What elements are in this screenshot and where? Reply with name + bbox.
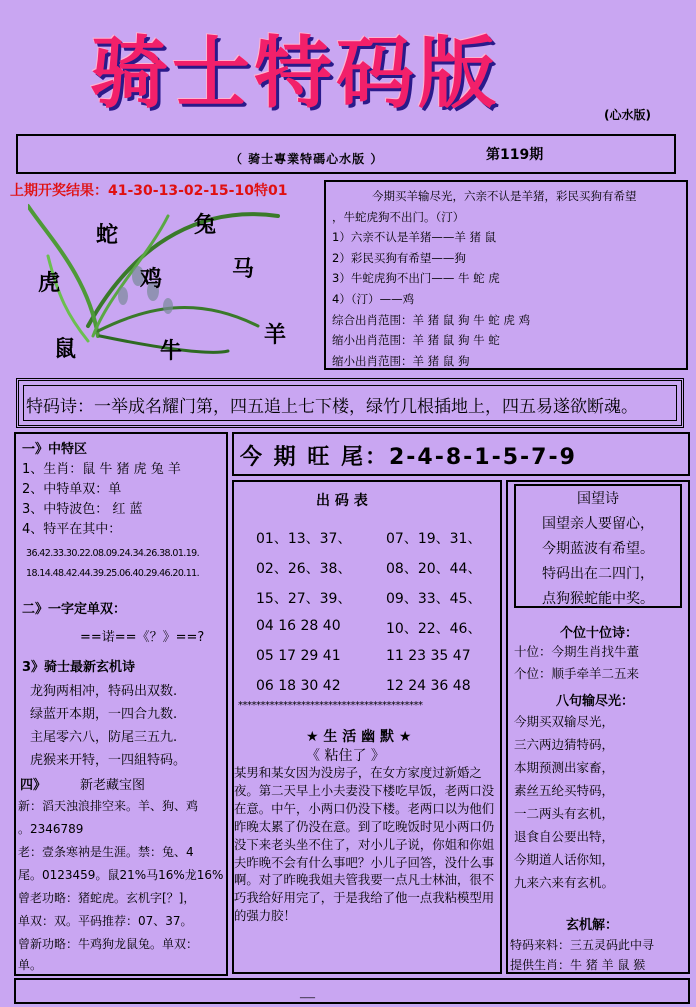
zodiac-rooster: 鸡	[140, 266, 163, 292]
sec4-line: 单双：双。平码推荐：07、37。	[18, 914, 193, 928]
code-row: 06 18 30 42	[256, 678, 341, 694]
sec4-line: 曾新功略：牛鸡狗龙鼠兔。单双：	[18, 937, 199, 951]
sec4-line: 老：壹条寒衲是生涯。禁：兔、4	[18, 845, 194, 859]
digit-line: 个位：顺手牵羊二五来	[514, 666, 640, 681]
sec4-line: 。2346789	[18, 822, 84, 836]
code-row: 02、26、38、	[256, 561, 352, 577]
guowang-line: 国望亲人要留心，	[542, 516, 654, 532]
prediction-line: 1）六亲不认是羊猪——羊 猪 鼠	[332, 230, 497, 245]
sec3-line: 龙狗两相冲，特码出双数.	[30, 684, 178, 699]
code-row: 07、19、31、	[386, 531, 482, 547]
code-row: 05 17 29 41	[256, 648, 341, 664]
zodiac-sheep: 羊	[264, 322, 287, 348]
issue-number: 第119期	[486, 147, 544, 163]
eight-line: 素丝五纶买特码，	[514, 783, 615, 798]
xuanji-line: 提供生肖：牛 猪 羊 鼠 猴	[510, 958, 646, 972]
footer-text: ___	[300, 988, 315, 999]
eight-line: 今期道人话你知，	[514, 852, 615, 867]
code-row: 04 16 28 40	[256, 618, 341, 634]
prediction-line: 4）（汀）——鸡	[332, 291, 415, 306]
stars-divider: *****************************************	[238, 700, 423, 711]
guowang-title: 国望诗	[577, 491, 619, 507]
sec4-line: 新：滔天浊浪排空来。羊、狗、鸡	[18, 799, 199, 813]
prediction-line: 3）牛蛇虎狗不出门—— 牛 蛇 虎	[332, 271, 500, 286]
prediction-line: 缩小出肖范围：羊 猪 鼠 狗 牛 蛇	[332, 333, 500, 348]
eight-line: 退食自公要出特，	[514, 829, 615, 844]
code-row: 15、27、39、	[256, 591, 352, 607]
guowang-line: 今期蓝波有希望。	[542, 541, 654, 557]
prediction-line: 2）彩民买狗有希望——狗	[332, 250, 466, 265]
prediction-line: 缩小出肖范围：羊 猪 鼠 狗	[332, 353, 470, 368]
eight-line: 本期预测出家畜，	[514, 760, 615, 775]
eight-title: 八句输尽光：	[556, 694, 635, 709]
eight-line: 今期买双输尽光，	[514, 714, 615, 729]
sec1-item: 4、特平在其中：	[22, 522, 122, 537]
sec4-line: 单。	[18, 958, 43, 972]
sec4-title: 四》	[20, 778, 47, 793]
code-row: 01、13、37、	[256, 531, 352, 547]
zodiac-ox: 牛	[160, 338, 183, 364]
code-row: 09、33、45、	[386, 591, 482, 607]
sec4-line: 尾。0123459。鼠21%马16%龙16%	[18, 868, 224, 882]
guowang-poem-box	[514, 484, 682, 608]
zodiac-rabbit: 兔	[194, 212, 217, 238]
page-title: 骑士特码版	[90, 28, 501, 119]
zodiac-rat: 鼠	[54, 336, 77, 362]
digit-title: 个位十位诗：	[560, 626, 639, 641]
edition-label: (心水版)	[604, 108, 651, 122]
subtitle-text: （ 骑士專業特碼心水版 ）	[230, 152, 384, 166]
sec4-sub: 新老藏宝图	[80, 778, 146, 793]
sec3-line: 主尾零六八，防尾三五九.	[30, 730, 178, 745]
code-row: 10、22、46、	[386, 621, 482, 637]
prediction-box	[324, 180, 688, 370]
sec4-line: 曾老功略：猪蛇虎。玄机字[？]，	[18, 891, 196, 905]
prediction-line: 综合出肖范围：羊 猪 鼠 狗 牛 蛇 虎 鸡	[332, 312, 531, 327]
zodiac-tiger: 虎	[38, 270, 61, 296]
humor-subtitle: 《 粘住了 》	[306, 748, 385, 764]
sec1-title: 一》中特区	[22, 442, 88, 457]
xuanji-line: 特码来料：三五灵码此中寻	[510, 938, 655, 952]
sec3-title: 3》骑士最新玄机诗	[22, 660, 136, 675]
code-row: 12 24 36 48	[386, 678, 471, 694]
guowang-line: 特码出在二四门，	[542, 566, 654, 582]
prediction-line: 今期买羊输尽光，六亲不认是羊猪，彩民买狗有希望	[372, 189, 637, 203]
sec2-title: 二》一字定单双：	[22, 602, 127, 617]
prediction-line: ，牛蛇虎狗不出门。（汀）	[332, 209, 465, 224]
guowang-line: 点狗猴蛇能中奖。	[542, 591, 654, 607]
sec1-item: 2、中特单双：单	[22, 482, 122, 497]
last-result: 上期开奖结果：41-30-13-02-15-10特01	[10, 183, 288, 199]
humor-text: 某男和某女因为没房子，在女方家度过新婚之夜。第二天早上小夫妻没下楼吃早饭，老两口没在意。中午，小两口仍没下楼。老两口以为他们昨晚太累了仍没在意。到了吃晚饭时见小两口仍没下来老头坐不住了，对小儿子说，你姐和你姐夫昨晚不会有什么事吧？小儿子回答，没什么事啊。对了昨晚我姐夫管我要一点凡士林油，很不巧我给好用完了，于是我给了他一点我粘模型用的强力胶！	[234, 765, 495, 924]
humor-title: ★ 生 活 幽 默 ★	[306, 729, 412, 745]
sec1-item: 1、生肖：鼠 牛 猪 虎 兔 羊	[22, 462, 181, 477]
eight-line: 一二两头有玄机，	[514, 806, 615, 821]
xuanji-title: 玄机解：	[566, 918, 619, 933]
footer-bar	[14, 978, 690, 1004]
numbers-line: 36.42.33.30.22.08.09.24.34.26.38.01.19.	[26, 548, 200, 559]
sec1-item: 3、中特波色： 红 蓝	[22, 502, 143, 517]
code-row: 11 23 35 47	[386, 648, 471, 664]
tail-text: 今 期 旺 尾：2-4-8-1-5-7-9	[240, 445, 577, 470]
numbers-line: 18.14.48.42.44.39.25.06.40.29.46.20.11.	[26, 568, 200, 579]
zodiac-horse: 马	[232, 256, 255, 282]
sec3-line: 虎猴来开特，一四組特码。	[30, 753, 187, 768]
zodiac-snake: 蛇	[96, 222, 119, 248]
poem-text: 特码诗：一举成名耀门第，四五追上七下楼，绿竹几根插地上，四五易遂欲断魂。	[26, 397, 638, 417]
code-row: 08、20、44、	[386, 561, 482, 577]
sec2-text: ==诺==《？》==?	[80, 630, 205, 645]
sec3-line: 绿蓝开本期，一四合九数.	[30, 707, 178, 722]
digit-line: 十位：今期生肖找牛董	[514, 644, 640, 659]
eight-line: 三六两边猜特码，	[514, 737, 615, 752]
eight-line: 九来六来有玄机。	[514, 875, 615, 890]
codes-title: 出 码 表	[316, 493, 368, 509]
